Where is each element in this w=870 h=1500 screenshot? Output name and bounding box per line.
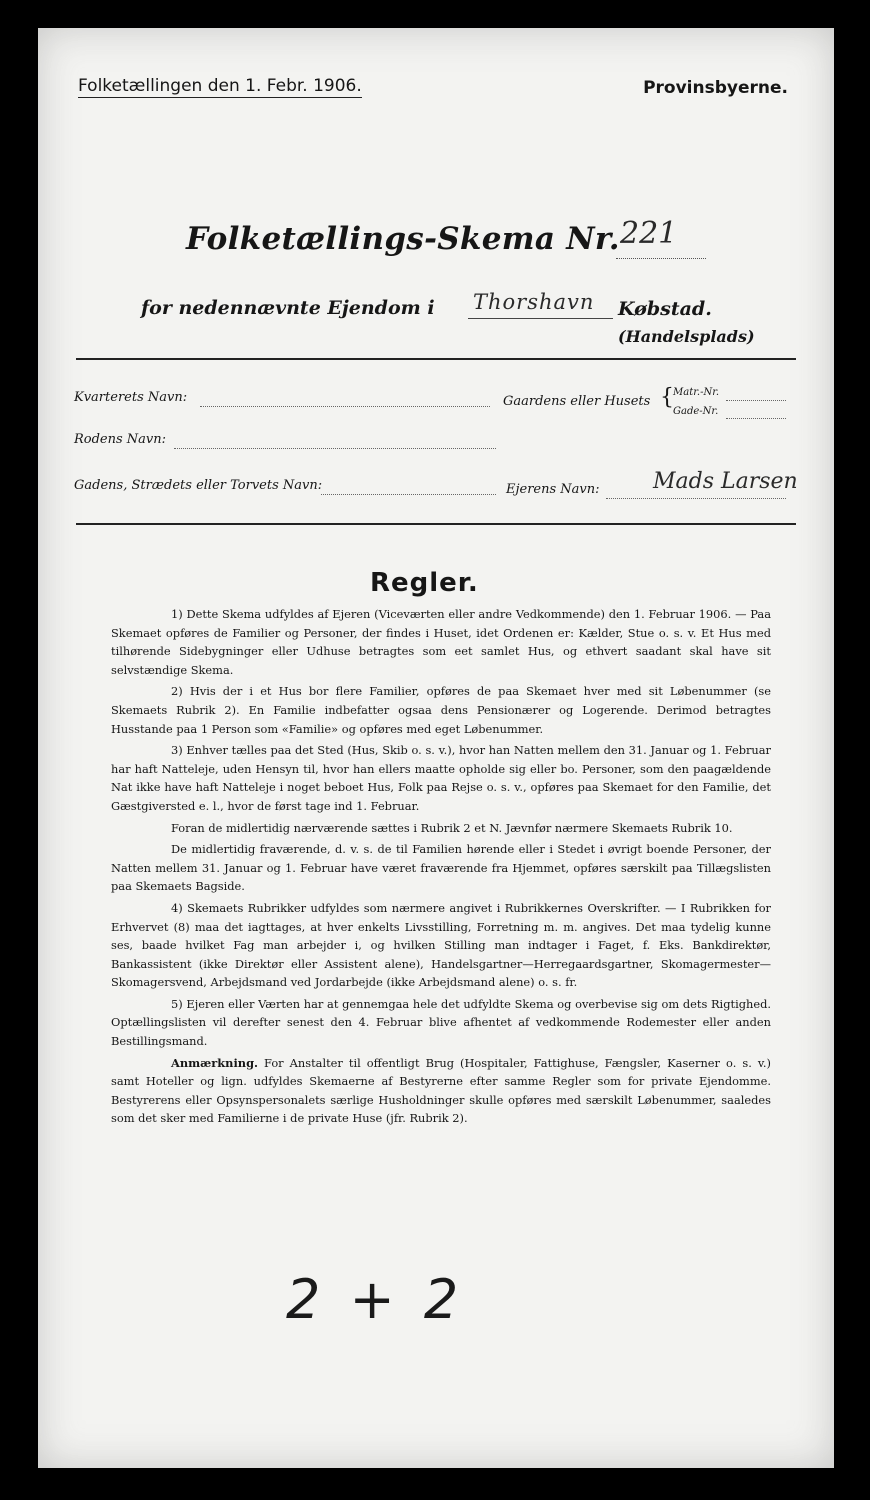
divider-top (76, 358, 796, 360)
kvarter-label: Kvarterets Navn: (74, 390, 188, 405)
gaard-brace: { (660, 385, 674, 410)
gade-nr-label: Gade-Nr. (673, 406, 719, 417)
rule-3c: De midlertidig fraværende, d. v. s. de til Familien hørende eller i Stedet i øvrigt boende Personer, der Natten mellem 31. Januar og 1. Februar have været fraværende fra Hjemmet, opføres særskilt paa Tillægslisten paa Skemaets Bagside. (111, 842, 771, 894)
gaard-label: Gaardens eller Husets (503, 394, 651, 409)
annotation (111, 1054, 771, 1128)
annotation-text: For Anstalter til offentligt Brug (Hospitaler, Fattighuse, Fængsler, Kaserner o. s. v.) samt Hoteller og lign. udfyldes Skemaerne af Bestyrerne efter samme Regler som for private Ejendomme. Bestyrerens eller Opsynspersonalets særlige Husholdninger skulle opføres med særskilt Løbenummer, saaledes som det sker med Familierne i de private Huse (jfr. Rubrik 2). (111, 1055, 771, 1126)
kvarter-line (200, 406, 490, 407)
property-line-suffix: Købstad. (618, 298, 712, 320)
rule-3: 3) Enhver tælles paa det Sted (Hus, Skib o. s. v.), hvor han Natten mellem den 31. Januar og 1. Februar har haft Natteleje, uden Hensyn til, hvor han ellers maatte opholde sig eller bo. Personer, som den paagældende Nat ikke have haft Natteleje i noget beboet Hus, Folk paa Rejse o. s. v., opføres paa Skemaet for den Familie, det Gæstgiversted e. l., hvor de først tage ind 1. Februar. (111, 743, 771, 813)
gade-label: Gadens, Strædets eller Torvets Navn: (74, 478, 323, 493)
rule-3b: Foran de midlertidig nærværende sættes i Rubrik 2 et N. Jævnfør nærmere Skemaets Rubrik 10. (171, 820, 733, 835)
town-name: Thorshavn (473, 290, 595, 314)
rode-label: Rodens Navn: (74, 432, 167, 447)
rode-line (174, 448, 496, 449)
matr-label: Matr.-Nr. (673, 387, 720, 398)
property-line-prefix: for nedennævnte Ejendom i (141, 297, 435, 319)
rule-4: 4) Skemaets Rubrikker udfyldes som nærmere angivet i Rubrikkernes Overskrifter. — I Rubrikken for Erhvervet (8) maa det iagttages, at hver enkelts Livsstilling, Forretning m. m. angives. Det maa tydelig kunne ses, baade hvilket Fag man arbejder i, og hvilken Stilling man indtager i Faget, f. Eks. Bankdirektør, Bankassistent (ikke Direktør eller Assistent alene), Handelsgartner—Herregaardsgartner, Skomagermester—Skomagersvend, Arbejdsmand ved Jordarbejde (ikke Arbejdsmand alene) o. s. fr. (111, 900, 771, 990)
rules-body (111, 605, 771, 1131)
region-header: Provinsbyerne. (643, 78, 788, 98)
ejer-label: Ejerens Navn: (506, 482, 600, 497)
owner-name: Mads Larsen (653, 469, 798, 494)
rule-2: 2) Hvis der i et Hus bor flere Familier, opføres de paa Skemaet hver med sit Løbenummer (se Skemaets Rubrik 2). En Familie indbefatter ogsaa dens Pensionærer og Logerende. Derimod betragtes Husstande paa 1 Person som «Familie» og opføres med eget Løbenummer. (111, 684, 771, 736)
census-form-page (38, 28, 834, 1468)
rule-5: 5) Ejeren eller Værten har at gennemgaa hele det udfyldte Skema og overbevise sig om dets Rigtighed. Optællingslisten vil derefter senest den 4. Februar blive afhentet af vedkommende Rodemester eller anden Bestillingsmand. (111, 996, 771, 1049)
property-line-alt: (Handelsplads) (618, 327, 755, 346)
divider-bottom (76, 523, 796, 525)
ejer-line (606, 498, 786, 499)
form-title: Folketællings-Skema Nr. (186, 221, 620, 257)
handwritten-mark: 2 + 2 (286, 1268, 465, 1331)
town-line (468, 318, 613, 319)
gade-nr-line (726, 418, 786, 419)
schema-number-line (616, 258, 706, 259)
annotation-label: Anmærkning. (171, 1055, 258, 1070)
rule-1: 1) Dette Skema udfyldes af Ejeren (Viceværten eller andre Vedkommende) den 1. Februar 1906. — Paa Skemaet opføres de Familier og Personer, der findes i Huset, idet Ordenen er: Kælder, Stue o. s. v. Et Hus med tilhørende Sidebygninger eller Udhuse betragtes som eet samlet Hus, og ethvert saadant skal have sit selvstændige Skema. (111, 607, 771, 677)
gade-line (321, 494, 496, 495)
census-date-header: Folketællingen den 1. Febr. 1906. (78, 76, 362, 96)
rules-title: Regler. (370, 568, 479, 598)
schema-number: 221 (620, 216, 678, 251)
matr-line (726, 400, 786, 401)
